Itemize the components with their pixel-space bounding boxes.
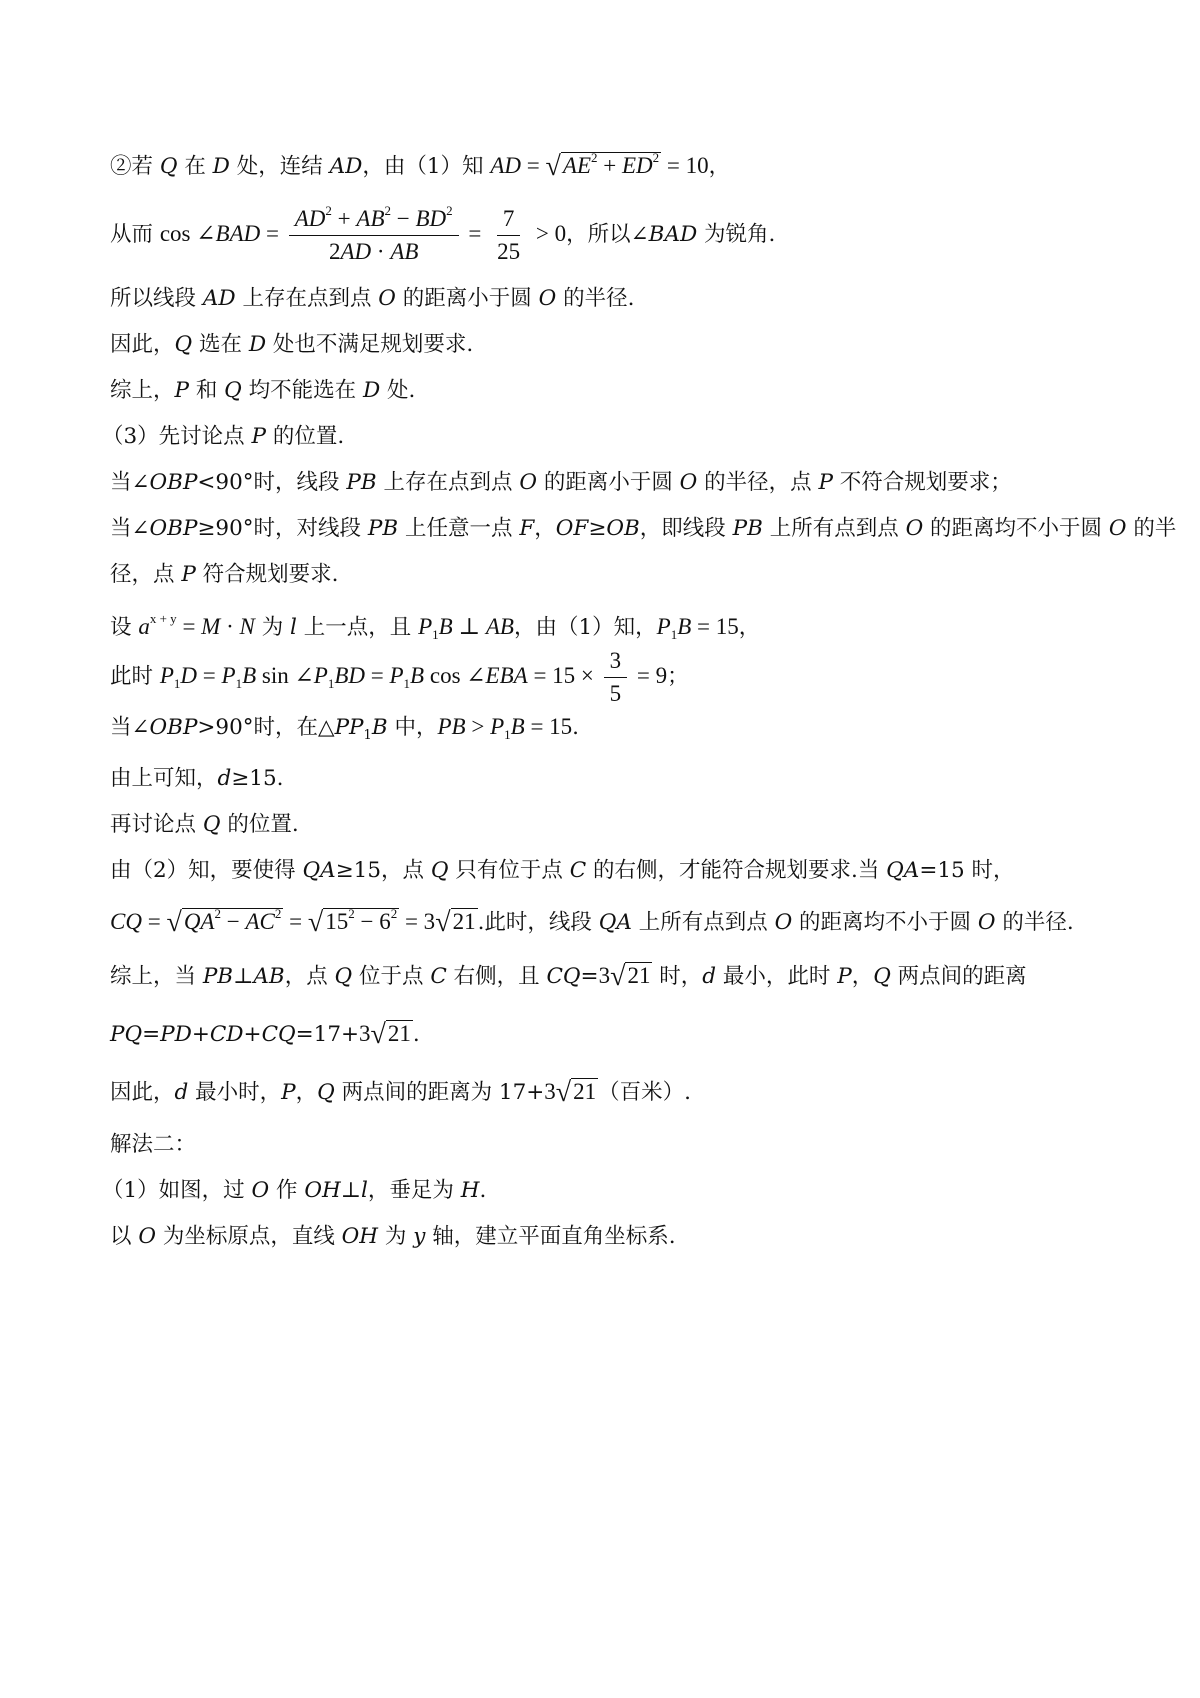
op: =: [521, 153, 546, 178]
var: OB: [606, 516, 640, 541]
subscript: 1: [504, 727, 511, 742]
text-span: 由上可知，: [110, 766, 218, 791]
radicand: 21: [627, 963, 651, 988]
radicand: 21: [387, 1021, 411, 1046]
text-span: ，由（1）知，: [513, 615, 657, 640]
text-span: +: [243, 1022, 262, 1047]
text-span: .此时，线段: [477, 910, 599, 935]
op: = 3: [399, 909, 436, 934]
var: PP: [334, 715, 364, 740]
text-span: 因此，: [110, 1080, 175, 1105]
radical-sign: √: [370, 1019, 386, 1050]
text-span: 的右侧，才能符合规划要求.当: [586, 858, 887, 883]
text-span: 中，: [387, 715, 438, 740]
text-span: （百米）.: [598, 1080, 692, 1105]
num: 3: [544, 1079, 556, 1104]
text-span: 两点间的距离为 17+: [334, 1080, 545, 1105]
var: Q: [159, 154, 178, 179]
formula-cos-bad: [159, 203, 567, 265]
op: =: [462, 221, 488, 246]
text-span: >90°时，在△: [197, 715, 335, 740]
text-span: 的半: [1126, 516, 1177, 541]
text-span: （1）如图，过: [102, 1178, 252, 1203]
var: F: [519, 516, 535, 541]
radical-sign: √: [435, 907, 451, 938]
numerator: 7: [497, 205, 521, 236]
text-line-4: [110, 330, 1140, 360]
var: O: [378, 286, 396, 311]
text-span: ②若: [110, 154, 160, 179]
var: BAD: [648, 222, 698, 247]
var: P: [174, 378, 189, 403]
var: D: [180, 663, 198, 688]
var: CD: [209, 1022, 244, 1047]
text-span: 的距离小于圆: [536, 470, 680, 495]
subscript: 1: [670, 627, 678, 642]
subscript: 1: [173, 676, 181, 691]
text-span: 为: [378, 1224, 414, 1249]
var: H: [460, 1178, 480, 1203]
op: > 0: [530, 221, 567, 246]
radicand: 21: [452, 909, 476, 934]
text-line-22: [110, 1222, 1140, 1252]
text-span: 综上，当: [110, 964, 203, 989]
text-span: 的位置.: [265, 424, 345, 449]
formula-p1b: [656, 614, 739, 642]
text-span: 处.: [380, 378, 416, 403]
text-span: 选在: [192, 332, 249, 357]
text-span: ；: [667, 664, 689, 689]
text-span: 因此，: [110, 332, 175, 357]
var: C: [430, 964, 447, 989]
text-span: 最小，此时: [716, 964, 838, 989]
var: M: [201, 614, 221, 639]
sqrt: [308, 906, 399, 937]
var: AD: [329, 154, 363, 179]
op: ⊥: [452, 614, 486, 639]
numerator: [289, 205, 459, 236]
formula-perp: [418, 614, 514, 642]
text-span: ≥15.: [231, 766, 284, 791]
section-heading: 解法二：: [110, 1132, 197, 1157]
text-span: 由（2）知，要使得: [110, 858, 303, 883]
var: PB: [437, 714, 466, 739]
exponent: 2: [274, 906, 282, 921]
text-span: 所以线段: [110, 286, 203, 311]
var: QA: [598, 910, 632, 935]
text-span: ，: [851, 964, 874, 989]
var: Q: [174, 332, 193, 357]
exponent: 2: [652, 150, 660, 165]
var: Q: [430, 858, 449, 883]
func: cos ∠: [424, 663, 486, 688]
text-span: 的半径，点: [697, 470, 819, 495]
text-span: ，: [708, 154, 731, 179]
exponent: 2: [348, 906, 355, 921]
var: D: [362, 378, 381, 403]
var: P: [418, 614, 433, 639]
text-span: ，由（1）知: [362, 154, 491, 179]
op: =: [283, 909, 308, 934]
text-span: ⊥: [233, 964, 254, 989]
op: = 9: [631, 663, 668, 688]
formula-pb: [437, 714, 573, 742]
var: O: [538, 286, 557, 311]
text-line-11: [110, 646, 1140, 708]
text-line-14: [110, 810, 1140, 840]
text-line-15: [110, 856, 1140, 886]
text-line-13: [110, 764, 1140, 794]
text-span: .: [572, 715, 580, 740]
subscript: 1: [432, 627, 439, 642]
text-span: 当∠: [110, 516, 150, 541]
var: P: [313, 663, 328, 688]
var: PB: [732, 516, 763, 541]
var: Q: [317, 1080, 335, 1105]
var: OBP: [149, 516, 198, 541]
var: O: [138, 1224, 156, 1249]
text-span: 的半径.: [995, 910, 1074, 935]
num: 2: [328, 239, 341, 265]
var: B: [410, 663, 425, 688]
exponent: 2: [384, 203, 391, 219]
radical-sign: √: [166, 907, 182, 938]
var: O: [905, 516, 924, 541]
text-span: 的距离小于圆: [395, 286, 539, 311]
text-span: 右侧，且: [446, 964, 547, 989]
radicand: [561, 152, 661, 178]
exponent: 2: [591, 150, 598, 165]
var: O: [977, 910, 996, 935]
exponent: x + y: [149, 611, 177, 626]
var: d: [174, 1080, 189, 1105]
text-span: 和: [188, 378, 225, 403]
var: AB: [253, 964, 285, 989]
subscript: 1: [403, 676, 411, 691]
var: AB: [485, 614, 514, 639]
text-span: 作: [269, 1178, 305, 1203]
formula-3sqrt21: [598, 961, 653, 992]
op: − 6: [354, 909, 391, 934]
denominator: 25: [497, 239, 521, 265]
text-span: 当∠: [110, 470, 150, 495]
var: Q: [202, 812, 221, 837]
subscript: 1: [235, 676, 243, 691]
var: CQ: [261, 1022, 296, 1047]
fraction: [491, 205, 526, 266]
var: BD: [415, 206, 447, 232]
text-line-19: [110, 1076, 1140, 1108]
var: Q: [224, 378, 242, 403]
var: O: [251, 1178, 270, 1203]
func: cos ∠: [159, 221, 216, 246]
var: P: [818, 470, 833, 495]
num: 15: [325, 909, 349, 934]
text-line-6: [102, 422, 1140, 452]
var: P: [389, 663, 404, 688]
text-span: 上任意一点: [398, 516, 520, 541]
formula-ad: [490, 150, 709, 182]
text-span: 上所有点到点: [762, 516, 906, 541]
var: B: [371, 715, 388, 740]
text-span: 不符合规划要求；: [832, 470, 1012, 495]
sqrt: [556, 1076, 598, 1107]
text-line-16: [110, 906, 1140, 938]
text-line-21: [102, 1176, 1140, 1206]
formula-cq: [110, 906, 478, 938]
var: B: [677, 614, 692, 639]
exponent: 2: [390, 906, 398, 921]
num: 3: [359, 1021, 371, 1046]
sqrt: [546, 150, 662, 181]
formula-3sqrt21: [544, 1077, 598, 1108]
op: >: [465, 714, 491, 739]
var: P: [221, 663, 236, 688]
text-span: +: [191, 1022, 210, 1047]
denominator: 5: [609, 681, 622, 707]
sqrt: [371, 1018, 413, 1049]
denominator: [323, 236, 424, 266]
text-span: 上所有点到点: [631, 910, 775, 935]
text-line-3: [110, 284, 1140, 314]
var: AD: [294, 206, 326, 232]
var: P: [837, 964, 852, 989]
text-span: 再讨论点: [110, 812, 203, 837]
sqrt: [166, 906, 283, 937]
var: AD: [490, 153, 522, 178]
op: +: [597, 153, 622, 178]
text-span: 位于点: [352, 964, 431, 989]
var: OBP: [149, 715, 198, 740]
text-span: ⊥: [340, 1178, 361, 1203]
radicand: 21: [573, 1079, 597, 1104]
sqrt: [435, 906, 477, 937]
var: PQ: [110, 1022, 143, 1047]
text-span: 此时: [110, 664, 160, 689]
var: N: [239, 614, 255, 639]
var: AB: [356, 206, 385, 232]
op: =: [260, 221, 285, 246]
text-span: 上存在点到点: [376, 470, 520, 495]
text-span: 符合规划要求.: [195, 562, 339, 587]
text-span: =17+: [295, 1022, 360, 1047]
text-span: ≥15，点: [335, 858, 431, 883]
exponent: 2: [325, 203, 332, 219]
var: QA: [302, 858, 336, 883]
var: d: [702, 964, 717, 989]
func: sin ∠: [256, 663, 314, 688]
text-span: 以: [110, 1224, 139, 1249]
text-span: 为: [254, 615, 291, 640]
op: ·: [371, 239, 391, 265]
var: O: [774, 910, 793, 935]
fraction: [604, 647, 628, 708]
op: +: [331, 206, 357, 232]
text-span: 上存在点到点: [235, 286, 379, 311]
var: P: [251, 424, 266, 449]
subscript: 1: [363, 728, 372, 743]
text-span: ，: [295, 1080, 318, 1105]
var: AC: [245, 909, 275, 934]
text-span: 处，连结: [229, 154, 330, 179]
var: AB: [390, 239, 419, 265]
var: EBA: [485, 663, 528, 688]
var: BAD: [215, 221, 261, 246]
var: y: [413, 1224, 426, 1249]
var: P: [281, 1080, 296, 1105]
var: AD: [202, 286, 236, 311]
var: OH: [304, 1178, 341, 1203]
exponent: 2: [446, 203, 453, 219]
text-span: ，即线段: [639, 516, 733, 541]
text-span: 的距离均不小于圆: [923, 516, 1109, 541]
text-span: 的位置.: [220, 812, 299, 837]
var: l: [360, 1178, 368, 1203]
text-span: 设: [110, 615, 139, 640]
var: CQ: [546, 964, 581, 989]
text-span: 当∠: [110, 715, 150, 740]
text-line-9: [110, 560, 1140, 590]
radical-sign: √: [307, 907, 324, 938]
text-span: ，垂足为: [367, 1178, 461, 1203]
text-span: =: [580, 964, 599, 989]
formula-3sqrt21: [359, 1019, 413, 1050]
formula-set: [138, 611, 255, 639]
text-span: 轴，建立平面直角坐标系.: [425, 1224, 676, 1249]
op: =: [176, 614, 202, 639]
var: QA: [183, 909, 215, 934]
var: B: [242, 663, 257, 688]
text-span: =15 时，: [919, 858, 1015, 883]
var: PB: [367, 516, 399, 541]
var: QA: [886, 858, 920, 883]
exponent: 2: [214, 906, 221, 921]
formula-p1d: [159, 648, 668, 707]
var: P: [656, 614, 671, 639]
var: PB: [346, 470, 377, 495]
text-span: 的距离均不小于圆: [792, 910, 978, 935]
text-span: ，所以∠: [566, 222, 649, 247]
text-line-12: [110, 712, 1140, 743]
op: = 15 ×: [527, 663, 600, 688]
var: a: [138, 614, 150, 639]
text-span: ，: [738, 615, 761, 640]
text-span: 只有位于点: [448, 858, 570, 883]
op: =: [365, 663, 390, 688]
radical-sign: √: [610, 961, 626, 992]
var: P: [181, 562, 196, 587]
op: −: [391, 206, 416, 232]
radical-sign: √: [555, 1077, 572, 1108]
text-span: 为锐角.: [697, 222, 776, 247]
text-line-8: [110, 514, 1177, 544]
op: = 15: [691, 614, 739, 639]
text-line-5: [110, 376, 1140, 406]
var: AD: [340, 239, 372, 265]
text-line-10: [110, 612, 1140, 643]
text-line-17: [110, 960, 1140, 992]
text-span: 处也不满足规划要求.: [266, 332, 474, 357]
var: O: [679, 470, 698, 495]
op: =: [141, 909, 167, 934]
op: = 10: [661, 153, 709, 178]
var: B: [438, 614, 453, 639]
op: ·: [220, 614, 240, 639]
var: OH: [341, 1224, 379, 1249]
text-span: 均不能选在: [241, 378, 363, 403]
numerator: 3: [604, 647, 628, 678]
text-span: 的半径.: [556, 286, 635, 311]
text-span: 时，: [652, 964, 703, 989]
text-span: 为坐标原点，直线: [155, 1224, 342, 1249]
var: l: [290, 615, 297, 640]
text-span: 从而: [110, 222, 160, 247]
var: AE: [562, 153, 591, 178]
text-line-18: [110, 1018, 1140, 1050]
text-line-20: [110, 1130, 1140, 1160]
var: ED: [621, 153, 653, 178]
radicand: [182, 908, 284, 934]
var: PB: [202, 964, 234, 989]
op: −: [220, 909, 246, 934]
op: =: [197, 663, 222, 688]
var: Q: [873, 964, 891, 989]
var: O: [1108, 516, 1127, 541]
text-span: ≥: [588, 516, 607, 541]
text-span: .: [412, 1022, 420, 1047]
var: C: [569, 858, 587, 883]
var: CQ: [110, 909, 142, 934]
var: D: [212, 154, 230, 179]
num: 3: [598, 963, 611, 988]
var: PD: [160, 1022, 192, 1047]
var: O: [519, 470, 537, 495]
var: BD: [334, 663, 365, 688]
var: Q: [334, 964, 353, 989]
op: = 15: [524, 714, 573, 739]
text-span: 最小时，: [188, 1080, 282, 1105]
var: D: [248, 332, 267, 357]
sqrt: [610, 960, 652, 991]
text-span: 上一点，且: [296, 615, 419, 640]
var: P: [490, 714, 505, 739]
text-span: 径，点: [110, 562, 182, 587]
text-span: .: [479, 1178, 487, 1203]
text-span: （3）先讨论点: [102, 424, 252, 449]
text-span: ≥90°时，对线段: [197, 516, 368, 541]
text-span: <90°时，线段: [197, 470, 347, 495]
text-span: 两点间的距离: [890, 964, 1027, 989]
subscript: 1: [327, 676, 335, 691]
radicand: [323, 908, 399, 934]
text-span: ，点: [284, 964, 335, 989]
var: B: [510, 714, 525, 739]
text-line-1: [110, 150, 1140, 182]
text-span: ，: [534, 516, 556, 541]
fraction: [289, 205, 459, 266]
text-span: 在: [177, 154, 213, 179]
var: OF: [555, 516, 589, 541]
text-span: 综上，: [110, 378, 175, 403]
var: P: [159, 663, 174, 688]
text-line-7: [110, 468, 1140, 498]
text-span: =: [142, 1022, 161, 1047]
var: OBP: [149, 470, 198, 495]
radical-sign: √: [545, 151, 561, 182]
var: d: [217, 766, 232, 791]
text-line-2: [110, 204, 1140, 266]
